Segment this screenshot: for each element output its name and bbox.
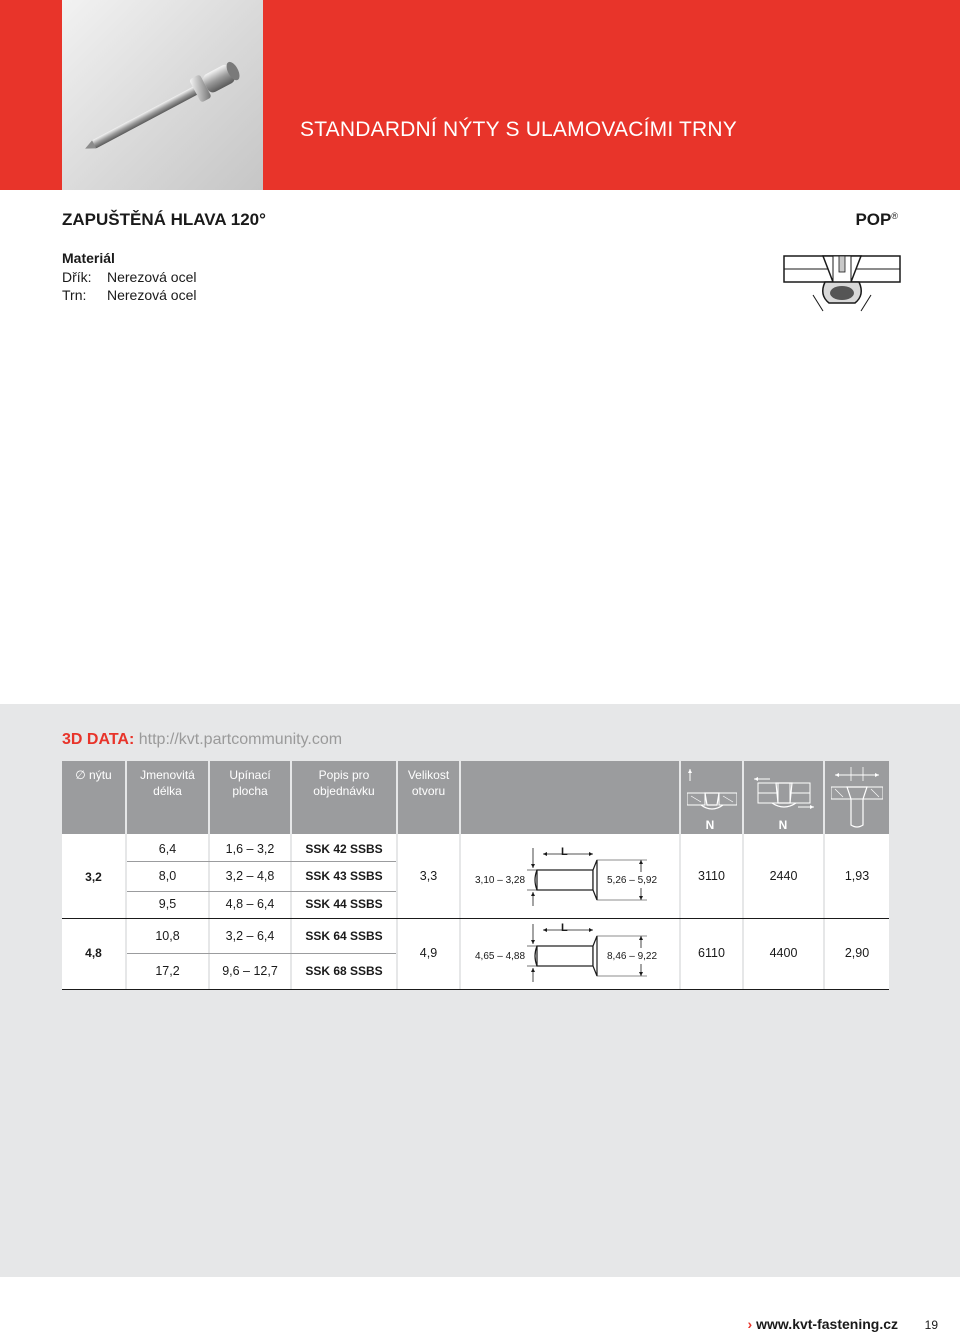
row-separator — [127, 953, 396, 954]
footer-website-text[interactable]: www.kvt-fastening.cz — [756, 1316, 898, 1332]
rivet-diameter: 3,2 — [85, 870, 102, 884]
page-number: 19 — [924, 1318, 938, 1332]
header-length-text — [127, 767, 208, 799]
nominal-length: 6,4 — [158, 842, 177, 856]
material-row-mandrel — [62, 287, 197, 303]
hole-size: 3,3 — [419, 869, 438, 883]
header-line: Jmenovitá — [140, 768, 195, 782]
head-diameter-range: 5,26 – 5,92 — [607, 875, 658, 886]
header-diameter — [62, 761, 125, 834]
grip-range: 1,6 – 3,2 — [225, 842, 275, 856]
registered-mark: ® — [891, 211, 898, 221]
material-row-shaft — [62, 269, 197, 285]
shear-strength-value: 2440 — [769, 869, 798, 883]
header-line: délka — [153, 784, 182, 798]
order-code[interactable]: SSK 42 SSBS — [305, 842, 383, 856]
shear-n-label: N — [778, 818, 788, 832]
chevron-right-icon: › — [747, 1316, 753, 1332]
material-value: Nerezová ocel — [107, 269, 197, 285]
order-code[interactable]: SSK 68 SSBS — [305, 964, 383, 978]
material-label: Dřík: — [62, 269, 92, 285]
shank-diameter-range: 3,10 – 3,28 — [475, 875, 526, 886]
grip-range: 9,6 – 12,7 — [222, 964, 278, 978]
header-grip-text — [210, 767, 290, 799]
material-value: Nerezová ocel — [107, 287, 197, 303]
column-divider — [823, 834, 825, 990]
order-code[interactable]: SSK 43 SSBS — [305, 869, 383, 883]
weight-value: 2,90 — [844, 946, 870, 960]
nominal-length: 17,2 — [155, 964, 180, 978]
header-hole — [398, 761, 459, 834]
row-separator — [127, 891, 396, 892]
table-bottom-border — [62, 989, 889, 990]
shear-strength-icon — [754, 775, 814, 811]
order-code[interactable]: SSK 64 SSBS — [305, 929, 383, 943]
shank-diameter-range: 4,65 – 4,88 — [475, 951, 526, 962]
head-diameter-range: 8,46 – 9,22 — [607, 951, 658, 962]
column-divider — [742, 834, 744, 990]
tensile-n-label: N — [705, 818, 715, 832]
nominal-length: 10,8 — [155, 929, 180, 943]
column-divider — [396, 834, 398, 990]
header-diameter-text: ∅ nýtu — [75, 768, 112, 782]
brand-name: POP — [855, 210, 892, 229]
brand-label — [855, 210, 898, 230]
rivet-photo-icon — [62, 0, 263, 190]
shear-strength-value: 4400 — [769, 946, 798, 960]
header-line: objednávku — [313, 784, 375, 798]
material-label: Trn: — [62, 287, 87, 303]
column-divider — [679, 834, 681, 990]
3d-data-url[interactable]: http://kvt.partcommunity.com — [138, 731, 343, 748]
hole-size: 4,9 — [419, 946, 438, 960]
material-heading: Materiál — [62, 250, 115, 266]
row-separator — [127, 861, 396, 862]
tensile-strength-value: 3110 — [698, 869, 725, 883]
nominal-length: 8,0 — [158, 869, 177, 883]
header-length — [127, 761, 208, 834]
length-dimension-label: L — [561, 846, 568, 858]
product-subtitle: ZAPUŠTĚNÁ HLAVA 120° — [62, 210, 266, 229]
header-order-text — [292, 767, 396, 799]
header-hole-size — [825, 761, 889, 834]
length-dimension-label: L — [561, 922, 568, 934]
tensile-strength-icon — [687, 769, 737, 813]
header-line: plocha — [232, 784, 268, 798]
header-hole-text — [398, 767, 459, 799]
footer-website-link[interactable] — [747, 1316, 898, 1332]
3d-data-link[interactable] — [62, 731, 342, 749]
page-title: STANDARDNÍ NÝTY S ULAMOVACÍMI TRNY — [300, 118, 737, 141]
header-dimensions — [461, 761, 679, 834]
header-order — [292, 761, 396, 834]
grip-range: 4,8 – 6,4 — [225, 897, 275, 911]
header-line: Upínací — [229, 768, 271, 782]
countersunk-head-icon — [783, 255, 901, 313]
weight-value: 1,93 — [844, 869, 870, 883]
column-divider — [459, 834, 461, 990]
tensile-strength-value: 6110 — [698, 946, 725, 960]
order-code[interactable]: SSK 44 SSBS — [305, 897, 383, 911]
3d-data-label: 3D DATA: — [62, 731, 135, 748]
header-line: otvoru — [411, 784, 446, 798]
nominal-length: 9,5 — [158, 897, 177, 911]
hole-size-icon — [831, 767, 883, 829]
grip-range: 3,2 – 4,8 — [225, 869, 275, 883]
grip-range: 3,2 – 6,4 — [225, 929, 275, 943]
header-line: Popis pro — [318, 768, 370, 782]
header-grip — [210, 761, 290, 834]
rivet-diameter: 4,8 — [85, 946, 102, 960]
group-separator — [62, 918, 889, 919]
page-header — [0, 0, 960, 190]
header-line: Velikost — [407, 768, 450, 782]
